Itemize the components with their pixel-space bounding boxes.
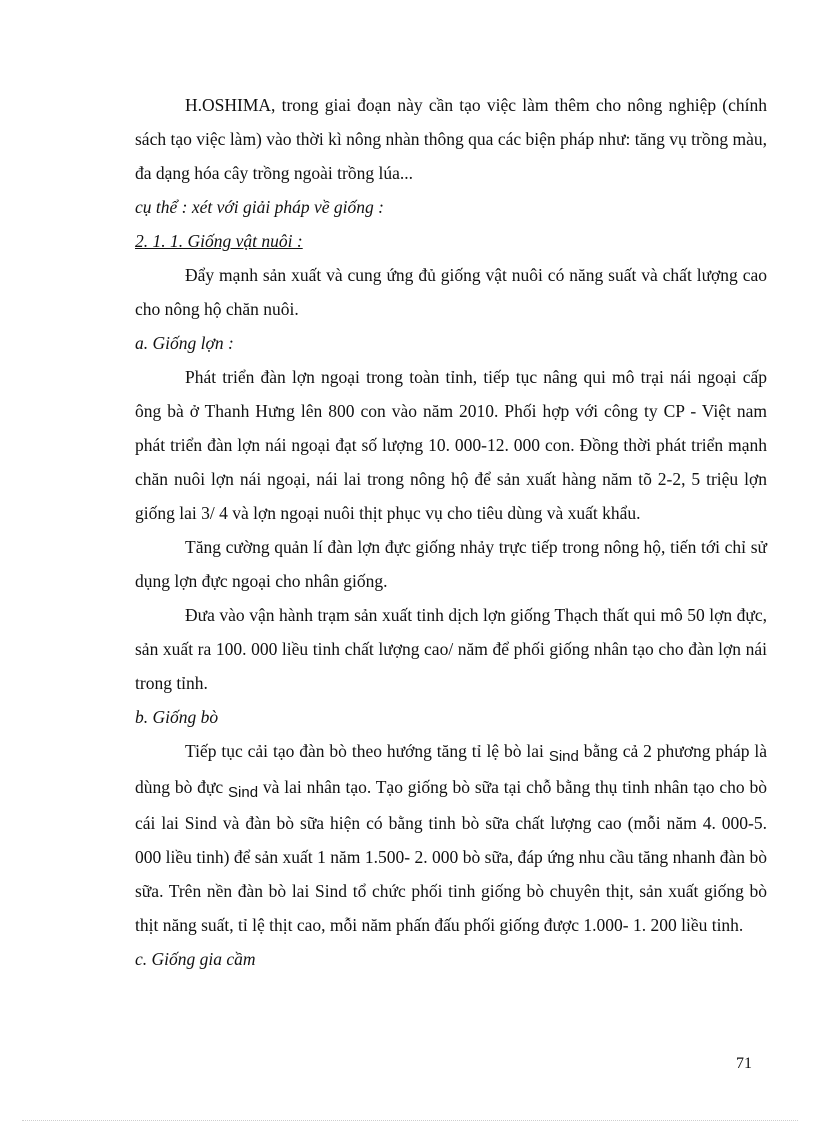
pig-paragraph-1: Phát triển đàn lợn ngoại trong toàn tỉnh, tiếp tục nâng qui mô trại nái ngoại cấp ông bà ở Thanh Hưng lên 800 con vào năm 2010. Phối hợp với công ty CP - Việt nam phát triển đàn lợn nái ngoại đạt số lượng 10. 000-12. 000 con. Đồng thời phát triển mạnh chăn nuôi lợn nái ngoại, nái lai trong nông hộ để sản xuất hàng năm tõ 2-2, 5 triệu lợn giống lai 3/ 4 và lợn ngoại nuôi thịt phục vụ cho tiêu dùng và xuất khẩu. [135, 367, 767, 523]
livestock-paragraph: Đẩy mạnh sản xuất và cung ứng đủ giống vật nuôi có năng suất và chất lượng cao cho nông hộ chăn nuôi. [135, 265, 767, 319]
cattle-text-1: Tiếp tục cải tạo đàn bò theo hướng tăng tỉ lệ bò lai [185, 741, 544, 761]
page-number: 71 [736, 1055, 752, 1072]
specific-label: cụ thể : xét với giải pháp về giống : [135, 197, 384, 217]
cattle-text-3: và lai nhân tạo. Tạo giống bò sữa tại chỗ bằng thụ tinh nhân tạo cho bò cái lai Sind và đàn bò sữa hiện có bằng tinh bò sữa chất lượng cao (mỗi năm 4. 000-5. 000 liều tinh) để sản xuất 1 năm 1.500- 2. 000 bò sữa, đáp ứng nhu cầu tăng nhanh đàn bò sữa. Trên nền đàn bò lai Sind tổ chức phối tinh giống bò chuyên thịt, sản xuất giống bò thịt năng suất, tỉ lệ thịt cao, mỗi năm phấn đấu phối giống được 1.000- 1. 200 liều tinh. [135, 777, 767, 935]
page-body [135, 88, 767, 976]
cattle-text-2: bằng cả 2 phương pháp là dùng bò đực [135, 741, 768, 797]
intro-paragraph: H.OSHIMA, trong giai đoạn này cần tạo việc làm thêm cho nông nghiệp (chính sách tạo việc làm) vào thời kì nông nhàn thông qua các biện pháp như: tăng vụ trồng màu, đa dạng hóa cây trồng ngoài trồng lúa... [135, 95, 767, 183]
page-bottom-divider [22, 1120, 798, 1121]
section-heading-wrapper [135, 224, 767, 258]
pig-paragraph-2: Tăng cường quản lí đàn lợn đực giống nhảy trực tiếp trong nông hộ, tiến tới chỉ sử dụng lợn đực ngoại cho nhân giống. [135, 537, 767, 591]
pig-subheading: a. Giống lợn : [135, 333, 234, 353]
sind-word: Sind [228, 784, 259, 801]
sind-word: Sind [548, 748, 579, 765]
pig-paragraph-3: Đưa vào vận hành trạm sản xuất tinh dịch lợn giống Thạch thất qui mô 50 lợn đực, sản xuất ra 100. 000 liều tinh chất lượng cao/ năm để phối giống nhân tạo cho đàn lợn nái trong tỉnh. [135, 605, 767, 693]
cattle-subheading: b. Giống bò [135, 707, 219, 727]
poultry-subheading: c. Giống gia cầm [135, 949, 256, 969]
section-heading: 2. 1. 1. Giống vật nuôi : [135, 231, 303, 251]
cattle-paragraph [135, 734, 767, 942]
